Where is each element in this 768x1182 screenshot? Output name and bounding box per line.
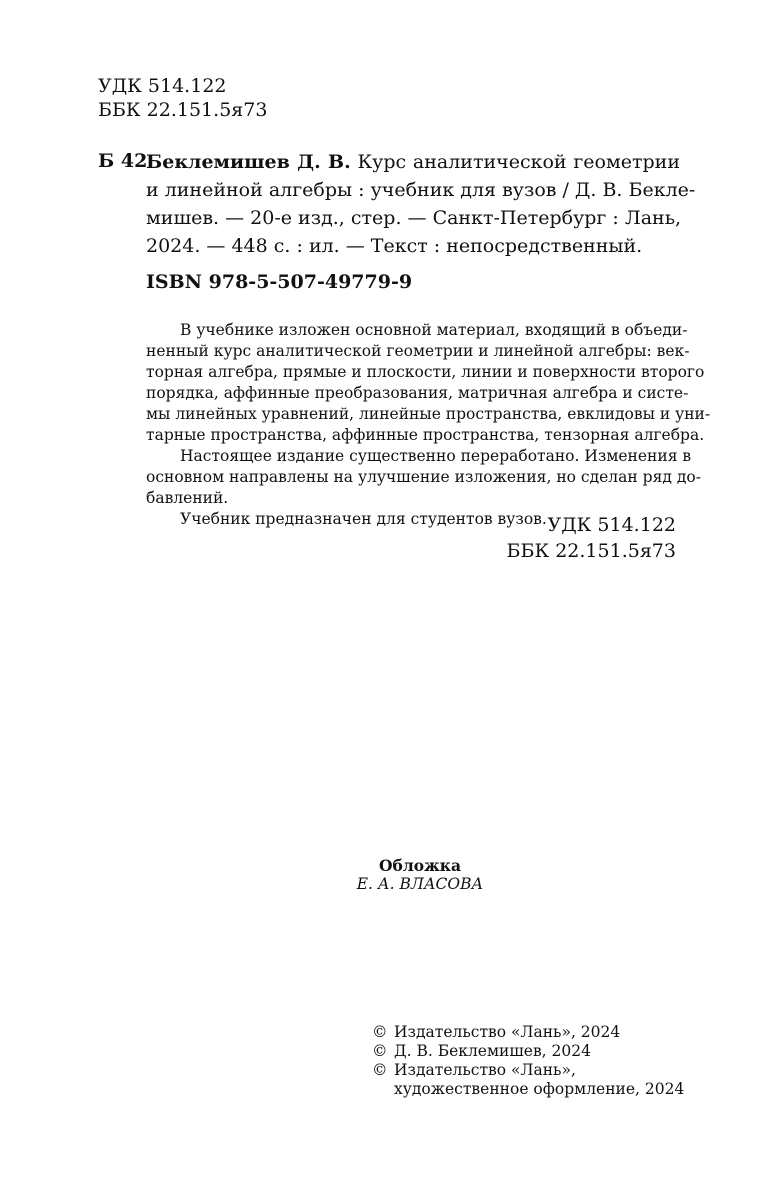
- bbk-code-bottom: ББК 22.151.5я73: [506, 540, 676, 562]
- bib-line-4: 2024. — 448 с. : ил. — Текст : непосредственный.: [146, 235, 643, 257]
- copyright-text: художественное оформление, 2024: [394, 1080, 685, 1098]
- abstract-line: В учебнике изложен основной материал, входящий в объеди-: [180, 321, 688, 339]
- abstract-line: ненный курс аналитической геометрии и линейной алгебры: век-: [146, 342, 690, 360]
- book-title: Курс аналитической геометрии: [350, 151, 680, 173]
- copyright-item: [372, 1042, 684, 1061]
- bbk-code-top: ББК 22.151.5я73: [98, 99, 268, 121]
- abstract-line: порядка, аффинные преобразования, матричная алгебра и систе-: [146, 384, 689, 402]
- abstract-line: торная алгебра, прямые и плоскости, линии и поверхности второго: [146, 363, 705, 381]
- bottom-classification-block: [507, 512, 676, 564]
- copyright-text: Издательство «Лань», 2024: [394, 1023, 621, 1041]
- copyright-icon: ©: [372, 1042, 388, 1060]
- abstract-line: Настоящее издание существенно переработано. Изменения в: [180, 447, 692, 465]
- author-index: Б 42: [98, 150, 148, 172]
- bibliographic-entry: [146, 148, 696, 260]
- author-name: Беклемишев Д. В.: [146, 151, 351, 173]
- cover-credit: [270, 856, 570, 894]
- copyright-item: [372, 1023, 684, 1042]
- udk-code-bottom: УДК 514.122: [547, 514, 676, 536]
- cover-designer: Е. А. ВЛАСОВА: [356, 875, 484, 893]
- copyright-item: [372, 1061, 684, 1099]
- copyright-icon: ©: [372, 1061, 388, 1079]
- cover-label: Обложка: [379, 856, 461, 875]
- bib-line-2: и линейной алгебры : учебник для вузов / Д. В. Бекле-: [146, 179, 696, 201]
- bib-line-3: мишев. — 20-е изд., стер. — Санкт-Петербург : Лань,: [146, 207, 682, 229]
- bib-line-1: [146, 148, 680, 176]
- udk-code-top: УДК 514.122: [98, 75, 227, 97]
- abstract-line: тарные пространства, аффинные пространства, тензорная алгебра.: [146, 426, 705, 444]
- abstract-line: бавлений.: [146, 489, 229, 507]
- copyright-text: Издательство «Лань»,: [394, 1061, 576, 1079]
- top-classification-block: [98, 74, 267, 122]
- abstract-line: Учебник предназначен для студентов вузов.: [180, 510, 547, 528]
- isbn: ISBN 978-5-507-49779-9: [146, 271, 413, 293]
- copyright-block: [372, 1023, 684, 1099]
- abstract-line: мы линейных уравнений, линейные пространства, евклидовы и уни-: [146, 405, 711, 423]
- copyright-text: Д. В. Беклемишев, 2024: [394, 1042, 591, 1060]
- abstract: [146, 320, 711, 530]
- copyright-icon: ©: [372, 1023, 388, 1041]
- abstract-line: основном направлены на улучшение изложения, но сделан ряд до-: [146, 468, 701, 486]
